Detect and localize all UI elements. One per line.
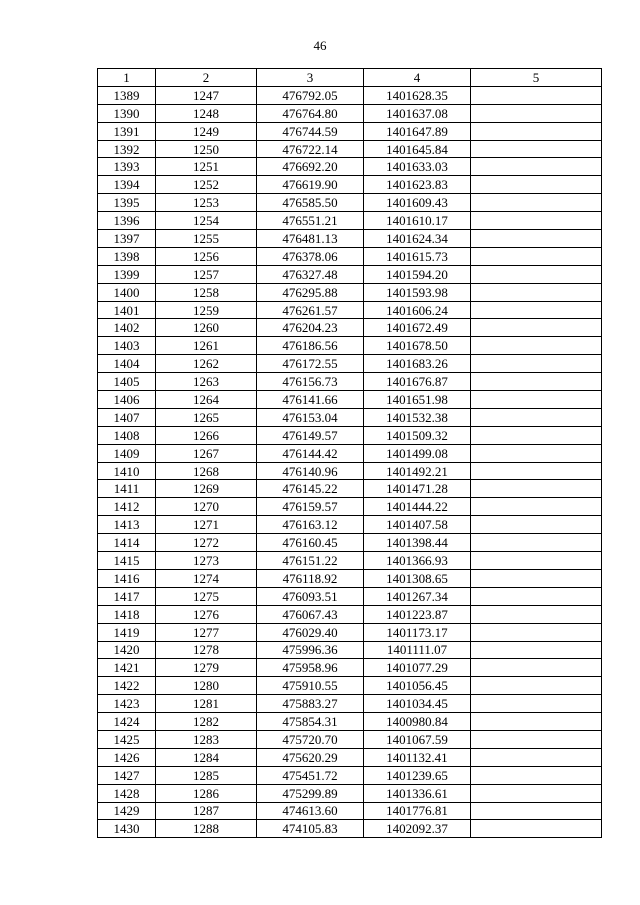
point-number-cell: 1421 (98, 659, 156, 677)
sequence-number-cell: 1271 (156, 516, 257, 534)
x-coordinate-cell: 476163.12 (257, 516, 364, 534)
point-number-cell: 1417 (98, 587, 156, 605)
note-cell (471, 319, 602, 337)
point-number-cell: 1415 (98, 552, 156, 570)
sequence-number-cell: 1265 (156, 408, 257, 426)
table-row (98, 355, 602, 373)
y-coordinate-cell: 1401628.35 (364, 86, 471, 104)
y-coordinate-cell: 1401056.45 (364, 677, 471, 695)
x-coordinate-cell: 476144.42 (257, 444, 364, 462)
y-coordinate-cell: 1401532.38 (364, 408, 471, 426)
sequence-number-cell: 1279 (156, 659, 257, 677)
table-row (98, 230, 602, 248)
x-coordinate-cell: 476067.43 (257, 605, 364, 623)
x-coordinate-cell: 475451.72 (257, 766, 364, 784)
sequence-number-cell: 1262 (156, 355, 257, 373)
x-coordinate-cell: 475996.36 (257, 641, 364, 659)
point-number-cell: 1418 (98, 605, 156, 623)
note-cell (471, 283, 602, 301)
column-header: 4 (364, 69, 471, 87)
column-header: 3 (257, 69, 364, 87)
y-coordinate-cell: 1401173.17 (364, 623, 471, 641)
note-cell (471, 623, 602, 641)
y-coordinate-cell: 1401633.03 (364, 158, 471, 176)
y-coordinate-cell: 1401645.84 (364, 140, 471, 158)
note-cell (471, 247, 602, 265)
point-number-cell: 1391 (98, 122, 156, 140)
y-coordinate-cell: 1401647.89 (364, 122, 471, 140)
sequence-number-cell: 1283 (156, 730, 257, 748)
table-row (98, 695, 602, 713)
table-row (98, 373, 602, 391)
note-cell (471, 677, 602, 695)
table-row (98, 176, 602, 194)
sequence-number-cell: 1267 (156, 444, 257, 462)
y-coordinate-cell: 1401623.83 (364, 176, 471, 194)
point-number-cell: 1389 (98, 86, 156, 104)
table-row (98, 301, 602, 319)
y-coordinate-cell: 1401615.73 (364, 247, 471, 265)
table-row (98, 265, 602, 283)
x-coordinate-cell: 476261.57 (257, 301, 364, 319)
table-row (98, 194, 602, 212)
point-number-cell: 1394 (98, 176, 156, 194)
note-cell (471, 230, 602, 248)
y-coordinate-cell: 1401606.24 (364, 301, 471, 319)
column-header: 2 (156, 69, 257, 87)
sequence-number-cell: 1268 (156, 462, 257, 480)
y-coordinate-cell: 1401509.32 (364, 426, 471, 444)
note-cell (471, 766, 602, 784)
x-coordinate-cell: 475299.89 (257, 784, 364, 802)
note-cell (471, 426, 602, 444)
point-number-cell: 1403 (98, 337, 156, 355)
sequence-number-cell: 1248 (156, 104, 257, 122)
x-coordinate-cell: 476093.51 (257, 587, 364, 605)
note-cell (471, 641, 602, 659)
y-coordinate-cell: 1401492.21 (364, 462, 471, 480)
x-coordinate-cell: 475720.70 (257, 730, 364, 748)
note-cell (471, 748, 602, 766)
y-coordinate-cell: 1401077.29 (364, 659, 471, 677)
sequence-number-cell: 1277 (156, 623, 257, 641)
sequence-number-cell: 1269 (156, 480, 257, 498)
table-row (98, 713, 602, 731)
point-number-cell: 1410 (98, 462, 156, 480)
sequence-number-cell: 1282 (156, 713, 257, 731)
point-number-cell: 1401 (98, 301, 156, 319)
y-coordinate-cell: 1401444.22 (364, 498, 471, 516)
sequence-number-cell: 1288 (156, 820, 257, 838)
note-cell (471, 194, 602, 212)
sequence-number-cell: 1264 (156, 391, 257, 409)
table-row (98, 283, 602, 301)
y-coordinate-cell: 1401267.34 (364, 587, 471, 605)
table-row (98, 748, 602, 766)
note-cell (471, 569, 602, 587)
table-row (98, 587, 602, 605)
table-row (98, 569, 602, 587)
y-coordinate-cell: 1401407.58 (364, 516, 471, 534)
note-cell (471, 659, 602, 677)
y-coordinate-cell: 1401308.65 (364, 569, 471, 587)
table-row (98, 605, 602, 623)
x-coordinate-cell: 476378.06 (257, 247, 364, 265)
sequence-number-cell: 1255 (156, 230, 257, 248)
point-number-cell: 1423 (98, 695, 156, 713)
point-number-cell: 1392 (98, 140, 156, 158)
x-coordinate-cell: 476792.05 (257, 86, 364, 104)
table-row (98, 641, 602, 659)
sequence-number-cell: 1276 (156, 605, 257, 623)
sequence-number-cell: 1261 (156, 337, 257, 355)
sequence-number-cell: 1253 (156, 194, 257, 212)
sequence-number-cell: 1258 (156, 283, 257, 301)
x-coordinate-cell: 474613.60 (257, 802, 364, 820)
point-number-cell: 1402 (98, 319, 156, 337)
x-coordinate-cell: 475910.55 (257, 677, 364, 695)
y-coordinate-cell: 1401637.08 (364, 104, 471, 122)
point-number-cell: 1398 (98, 247, 156, 265)
sequence-number-cell: 1259 (156, 301, 257, 319)
note-cell (471, 444, 602, 462)
sequence-number-cell: 1247 (156, 86, 257, 104)
point-number-cell: 1427 (98, 766, 156, 784)
x-coordinate-cell: 476764.80 (257, 104, 364, 122)
column-header: 5 (471, 69, 602, 87)
x-coordinate-cell: 475854.31 (257, 713, 364, 731)
note-cell (471, 391, 602, 409)
y-coordinate-cell: 1401594.20 (364, 265, 471, 283)
y-coordinate-cell: 1401676.87 (364, 373, 471, 391)
table-row (98, 462, 602, 480)
sequence-number-cell: 1252 (156, 176, 257, 194)
note-cell (471, 212, 602, 230)
note-cell (471, 122, 602, 140)
table-row (98, 158, 602, 176)
x-coordinate-cell: 476140.96 (257, 462, 364, 480)
note-cell (471, 820, 602, 838)
sequence-number-cell: 1287 (156, 802, 257, 820)
sequence-number-cell: 1263 (156, 373, 257, 391)
note-cell (471, 408, 602, 426)
note-cell (471, 552, 602, 570)
y-coordinate-cell: 1401678.50 (364, 337, 471, 355)
note-cell (471, 498, 602, 516)
note-cell (471, 301, 602, 319)
y-coordinate-cell: 1401111.07 (364, 641, 471, 659)
x-coordinate-cell: 476692.20 (257, 158, 364, 176)
x-coordinate-cell: 476149.57 (257, 426, 364, 444)
x-coordinate-cell: 476153.04 (257, 408, 364, 426)
table-row (98, 534, 602, 552)
point-number-cell: 1416 (98, 569, 156, 587)
sequence-number-cell: 1266 (156, 426, 257, 444)
x-coordinate-cell: 475620.29 (257, 748, 364, 766)
sequence-number-cell: 1270 (156, 498, 257, 516)
x-coordinate-cell: 476481.13 (257, 230, 364, 248)
point-number-cell: 1420 (98, 641, 156, 659)
y-coordinate-cell: 1401239.65 (364, 766, 471, 784)
x-coordinate-cell: 476172.55 (257, 355, 364, 373)
y-coordinate-cell: 1401398.44 (364, 534, 471, 552)
point-number-cell: 1393 (98, 158, 156, 176)
table-body (98, 86, 602, 837)
x-coordinate-cell: 476118.92 (257, 569, 364, 587)
x-coordinate-cell: 476327.48 (257, 265, 364, 283)
y-coordinate-cell: 1401499.08 (364, 444, 471, 462)
note-cell (471, 713, 602, 731)
point-number-cell: 1404 (98, 355, 156, 373)
table-row (98, 122, 602, 140)
note-cell (471, 587, 602, 605)
sequence-number-cell: 1250 (156, 140, 257, 158)
x-coordinate-cell: 476160.45 (257, 534, 364, 552)
column-header: 1 (98, 69, 156, 87)
y-coordinate-cell: 1401067.59 (364, 730, 471, 748)
note-cell (471, 104, 602, 122)
table-row (98, 480, 602, 498)
point-number-cell: 1414 (98, 534, 156, 552)
x-coordinate-cell: 476551.21 (257, 212, 364, 230)
y-coordinate-cell: 1401336.61 (364, 784, 471, 802)
y-coordinate-cell: 1401672.49 (364, 319, 471, 337)
point-number-cell: 1397 (98, 230, 156, 248)
sequence-number-cell: 1254 (156, 212, 257, 230)
table-row (98, 677, 602, 695)
sequence-number-cell: 1280 (156, 677, 257, 695)
note-cell (471, 784, 602, 802)
point-number-cell: 1400 (98, 283, 156, 301)
table-row (98, 212, 602, 230)
point-number-cell: 1390 (98, 104, 156, 122)
y-coordinate-cell: 1402092.37 (364, 820, 471, 838)
table-row (98, 426, 602, 444)
table-row (98, 104, 602, 122)
point-number-cell: 1422 (98, 677, 156, 695)
note-cell (471, 730, 602, 748)
table-row (98, 247, 602, 265)
table-row (98, 766, 602, 784)
x-coordinate-cell: 476151.22 (257, 552, 364, 570)
y-coordinate-cell: 1401223.87 (364, 605, 471, 623)
table-row (98, 498, 602, 516)
note-cell (471, 355, 602, 373)
table-row (98, 784, 602, 802)
y-coordinate-cell: 1401683.26 (364, 355, 471, 373)
table-row (98, 391, 602, 409)
note-cell (471, 605, 602, 623)
note-cell (471, 337, 602, 355)
x-coordinate-cell: 475883.27 (257, 695, 364, 713)
table-row (98, 820, 602, 838)
y-coordinate-cell: 1401624.34 (364, 230, 471, 248)
x-coordinate-cell: 476585.50 (257, 194, 364, 212)
x-coordinate-cell: 476619.90 (257, 176, 364, 194)
table-row (98, 802, 602, 820)
note-cell (471, 462, 602, 480)
x-coordinate-cell: 476156.73 (257, 373, 364, 391)
table-header (98, 69, 602, 87)
sequence-number-cell: 1281 (156, 695, 257, 713)
sequence-number-cell: 1251 (156, 158, 257, 176)
table-row (98, 659, 602, 677)
note-cell (471, 802, 602, 820)
coordinates-table (97, 68, 602, 838)
sequence-number-cell: 1285 (156, 766, 257, 784)
point-number-cell: 1406 (98, 391, 156, 409)
point-number-cell: 1426 (98, 748, 156, 766)
note-cell (471, 695, 602, 713)
sequence-number-cell: 1256 (156, 247, 257, 265)
sequence-number-cell: 1278 (156, 641, 257, 659)
note-cell (471, 176, 602, 194)
point-number-cell: 1413 (98, 516, 156, 534)
table-row (98, 408, 602, 426)
sequence-number-cell: 1284 (156, 748, 257, 766)
point-number-cell: 1395 (98, 194, 156, 212)
y-coordinate-cell: 1401651.98 (364, 391, 471, 409)
x-coordinate-cell: 476722.14 (257, 140, 364, 158)
x-coordinate-cell: 476744.59 (257, 122, 364, 140)
point-number-cell: 1428 (98, 784, 156, 802)
sequence-number-cell: 1274 (156, 569, 257, 587)
y-coordinate-cell: 1400980.84 (364, 713, 471, 731)
note-cell (471, 158, 602, 176)
table-row (98, 140, 602, 158)
point-number-cell: 1399 (98, 265, 156, 283)
y-coordinate-cell: 1401366.93 (364, 552, 471, 570)
note-cell (471, 373, 602, 391)
y-coordinate-cell: 1401471.28 (364, 480, 471, 498)
y-coordinate-cell: 1401132.41 (364, 748, 471, 766)
page-number: 46 (313, 38, 327, 53)
table-row (98, 86, 602, 104)
x-coordinate-cell: 476295.88 (257, 283, 364, 301)
point-number-cell: 1408 (98, 426, 156, 444)
note-cell (471, 265, 602, 283)
note-cell (471, 86, 602, 104)
point-number-cell: 1430 (98, 820, 156, 838)
note-cell (471, 516, 602, 534)
sequence-number-cell: 1273 (156, 552, 257, 570)
point-number-cell: 1425 (98, 730, 156, 748)
y-coordinate-cell: 1401776.81 (364, 802, 471, 820)
sequence-number-cell: 1249 (156, 122, 257, 140)
x-coordinate-cell: 476141.66 (257, 391, 364, 409)
note-cell (471, 140, 602, 158)
x-coordinate-cell: 475958.96 (257, 659, 364, 677)
y-coordinate-cell: 1401610.17 (364, 212, 471, 230)
table-row (98, 444, 602, 462)
note-cell (471, 534, 602, 552)
table-row (98, 319, 602, 337)
table-row (98, 623, 602, 641)
header-row (98, 69, 602, 87)
point-number-cell: 1411 (98, 480, 156, 498)
note-cell (471, 480, 602, 498)
sequence-number-cell: 1257 (156, 265, 257, 283)
table-row (98, 552, 602, 570)
x-coordinate-cell: 476159.57 (257, 498, 364, 516)
x-coordinate-cell: 476186.56 (257, 337, 364, 355)
point-number-cell: 1419 (98, 623, 156, 641)
x-coordinate-cell: 476029.40 (257, 623, 364, 641)
sequence-number-cell: 1272 (156, 534, 257, 552)
table-row (98, 337, 602, 355)
table-row (98, 516, 602, 534)
y-coordinate-cell: 1401593.98 (364, 283, 471, 301)
sequence-number-cell: 1286 (156, 784, 257, 802)
x-coordinate-cell: 476145.22 (257, 480, 364, 498)
point-number-cell: 1409 (98, 444, 156, 462)
sequence-number-cell: 1275 (156, 587, 257, 605)
point-number-cell: 1407 (98, 408, 156, 426)
y-coordinate-cell: 1401609.43 (364, 194, 471, 212)
y-coordinate-cell: 1401034.45 (364, 695, 471, 713)
point-number-cell: 1412 (98, 498, 156, 516)
point-number-cell: 1396 (98, 212, 156, 230)
point-number-cell: 1429 (98, 802, 156, 820)
point-number-cell: 1405 (98, 373, 156, 391)
point-number-cell: 1424 (98, 713, 156, 731)
x-coordinate-cell: 474105.83 (257, 820, 364, 838)
table-row (98, 730, 602, 748)
sequence-number-cell: 1260 (156, 319, 257, 337)
x-coordinate-cell: 476204.23 (257, 319, 364, 337)
